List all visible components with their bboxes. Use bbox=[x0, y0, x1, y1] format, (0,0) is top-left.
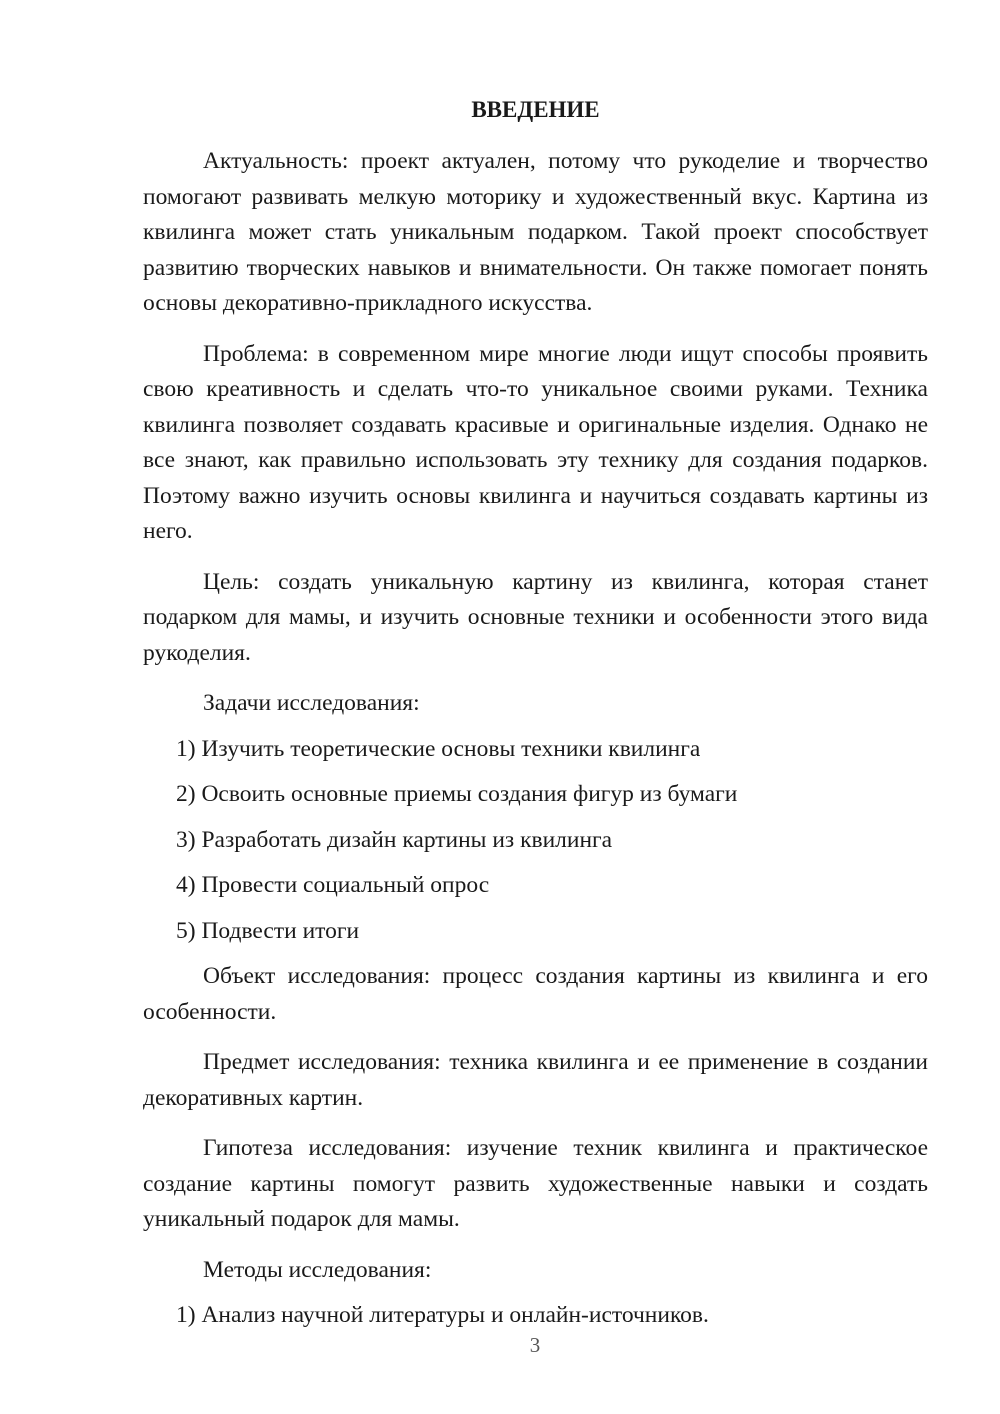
task-item: 3) Разработать дизайн картины из квилинга bbox=[176, 826, 613, 853]
tasks-list bbox=[143, 732, 928, 950]
problem-paragraph: Проблема: в современном мире многие люди ищут способы проявить свою креативность и сделать что-то уникальное своими руками. Техника квилинга позволяет создавать красивые и оригинальные изделия. Однако не все знают, как правильно использовать эту технику для создания подарков. Поэтому важно изучить основы квилинга и научиться создавать картины из него. bbox=[143, 340, 928, 544]
tasks-heading: Задачи исследования: bbox=[203, 690, 420, 716]
task-item: 2) Освоить основные приемы создания фигур из бумаги bbox=[176, 781, 738, 807]
subject-paragraph: Предмет исследования: техника квилинга и ее применение в создании декоративных картин. bbox=[143, 1049, 928, 1111]
task-item: 4) Провести социальный опрос bbox=[176, 872, 490, 898]
hypothesis-paragraph: Гипотеза исследования: изучение техник квилинга и практическое создание картины помогут развить художественные навыки и создать уникальный подарок для мамы. bbox=[143, 1135, 928, 1232]
relevance-paragraph: Актуальность: проект актуален, потому что рукоделие и творчество помогают развивать мелкую моторику и художественный вкус. Картина из квилинга может стать уникальным подарком. Такой проект способствует развитию творческих навыков и внимательности. Он также помогает понять основы декоративно-прикладного искусства. bbox=[143, 148, 928, 316]
goal-paragraph: Цель: создать уникальную картину из квилинга, которая станет подарком для мамы, и изучить основные техники и особенности этого вида рукоделия. bbox=[143, 568, 928, 666]
page-number: 3 bbox=[529, 1333, 541, 1357]
page-content bbox=[143, 94, 928, 1344]
object-paragraph: Объект исследования: процесс создания картины из квилинга и его особенности. bbox=[143, 963, 928, 1025]
task-item: 5) Подвести итоги bbox=[176, 917, 360, 944]
task-item: 1) Изучить теоретические основы техники квилинга bbox=[176, 735, 701, 762]
methods-list bbox=[143, 1298, 928, 1334]
section-title: ВВЕДЕНИЕ bbox=[471, 97, 600, 122]
method-item: 1) Анализ научной литературы и онлайн-источников. bbox=[176, 1302, 709, 1328]
methods-heading: Методы исследования: bbox=[203, 1256, 432, 1283]
